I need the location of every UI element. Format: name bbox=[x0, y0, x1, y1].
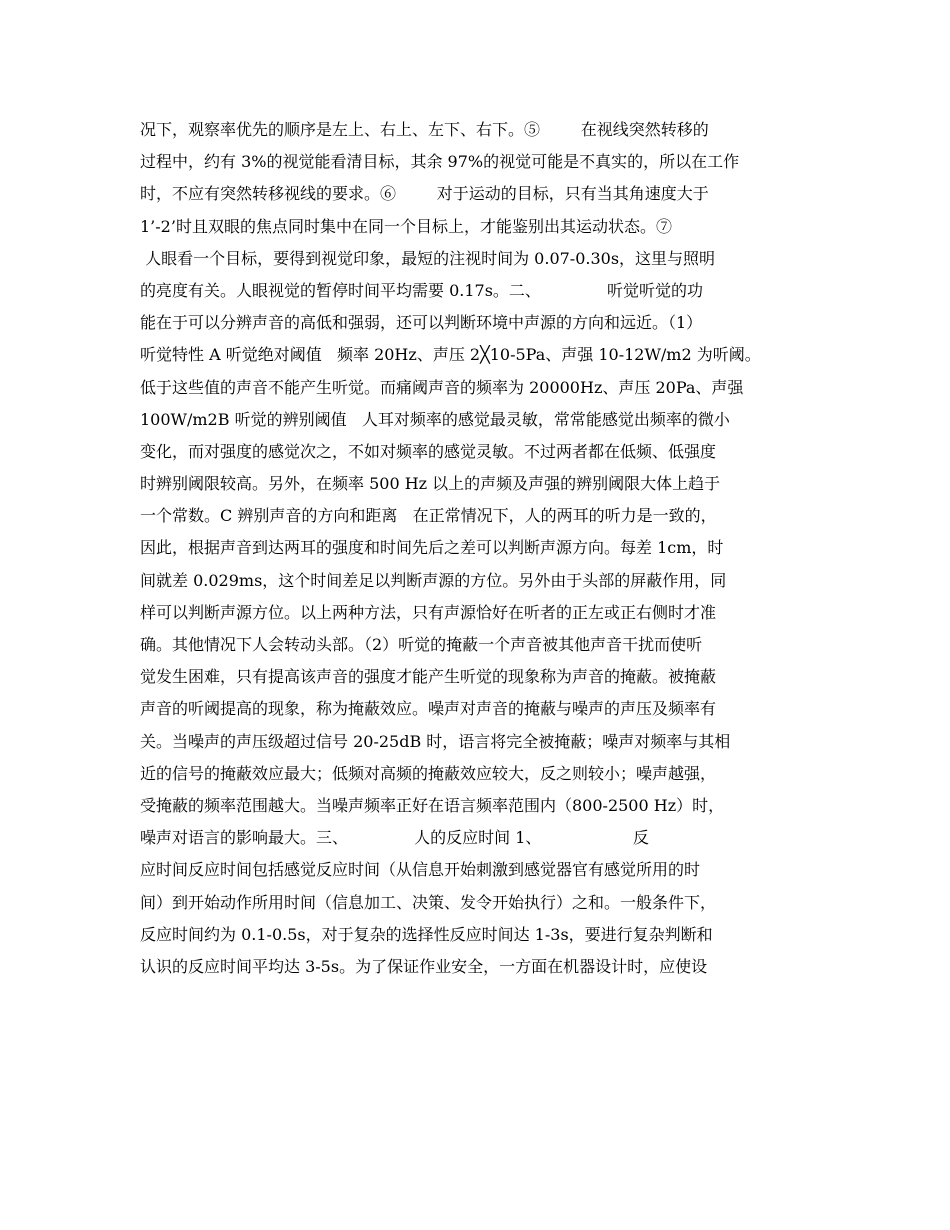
text-line: 低于这些值的声音不能产生听觉。而痛阈声音的频率为 20000Hz、声压 20Pa、声强 bbox=[140, 377, 744, 397]
text-line: 时辨别阈限较高。另外，在频率 500 Hz 以上的声频及声强的辨别阈限大体上趋于 bbox=[140, 474, 721, 494]
text-line: 人眼看一个目标，要得到视觉印象，最短的注视时间为 0.07-0.30s，这里与照明 bbox=[140, 248, 716, 268]
text-line: 因此，根据声音到达两耳的强度和时间先后之差可以判断声源方向。每差 1cm，时 bbox=[140, 538, 724, 558]
text-line: 关。当噪声的声压级超过信号 20-25dB 时，语言将完全被掩蔽；噪声对频率与其相 bbox=[140, 731, 731, 751]
text-line: 变化，而对强度的感觉次之，不如对频率的感觉灵敏。不过两者都在低频、低强度 bbox=[140, 441, 717, 461]
text-line: 认识的反应时间平均达 3-5s。为了保证作业安全，一方面在机器设计时，应使设 bbox=[140, 956, 708, 976]
text-line: 1’-2’时且双眼的焦点同时集中在同一个目标上，才能鉴别出其运动状态。⑦ bbox=[140, 216, 672, 236]
text-line: 时，不应有突然转移视线的要求。⑥ 对于运动的目标，只有当其角速度大于 bbox=[140, 184, 709, 204]
body-text bbox=[140, 114, 812, 983]
text-line: 反应时间约为 0.1-0.5s，对于复杂的选择性反应时间达 1-3s，要进行复杂判断和 bbox=[140, 924, 713, 944]
text-line: 间就差 0.029ms，这个时间差足以判断声源的方位。另外由于头部的屏蔽作用，同 bbox=[140, 570, 727, 590]
text-line: 一个常数。C 辨别声音的方向和距离 在正常情况下，人的两耳的听力是一致的， bbox=[140, 506, 717, 526]
text-line: 样可以判断声源方位。以上两种方法，只有声源恰好在听者的正左或正右侧时才准 bbox=[140, 602, 717, 622]
text-line: 近的信号的掩蔽效应最大；低频对高频的掩蔽效应较大，反之则较小；噪声越强， bbox=[140, 763, 717, 783]
text-line: 觉发生困难，只有提高该声音的强度才能产生听觉的现象称为声音的掩蔽。被掩蔽 bbox=[140, 667, 717, 687]
text-line: 确。其他情况下人会转动头部。（2）听觉的掩蔽一个声音被其他声音干扰而使听 bbox=[140, 635, 703, 654]
text-line: 噪声对语言的影响最大。三、 人的反应时间 1、 反 bbox=[140, 828, 649, 848]
text-line: 应时间反应时间包括感觉反应时间（从信息开始刺激到感觉器官有感觉所用的时 bbox=[140, 860, 701, 880]
text-line: 100W/m2B 听觉的辨别阈值 人耳对频率的感觉最灵敏，常常能感觉出频率的微小 bbox=[140, 409, 730, 429]
text-line: 听觉特性 A 听觉绝对阈值 频率 20Hz、声压 2╳10-5Pa、声强 10-12W/m2 为听阈。 bbox=[140, 345, 761, 365]
text-line: 间）到开始动作所用时间（信息加工、决策、发令开始执行）之和。一般条件下， bbox=[140, 892, 717, 912]
text-line: 过程中，约有 3%的视觉能看清目标，其余 97%的视觉可能是不真实的，所以在工作 bbox=[140, 152, 740, 172]
text-line: 能在于可以分辨声音的高低和强弱，还可以判断环境中声源的方向和远近。（1） bbox=[140, 313, 703, 333]
text-line: 的亮度有关。人眼视觉的暂停时间平均需要 0.17s。二、 听觉听觉的功 bbox=[140, 280, 704, 300]
text-line: 受掩蔽的频率范围越大。当噪声频率正好在语言频率范围内（800-2500 Hz）时， bbox=[140, 795, 725, 815]
text-line: 况下，观察率优先的顺序是左上、右上、左下、右下。⑤ 在视线突然转移的 bbox=[140, 120, 709, 139]
text-line: 声音的听阈提高的现象，称为掩蔽效应。噪声对声音的掩蔽与噪声的声压及频率有 bbox=[140, 699, 717, 719]
